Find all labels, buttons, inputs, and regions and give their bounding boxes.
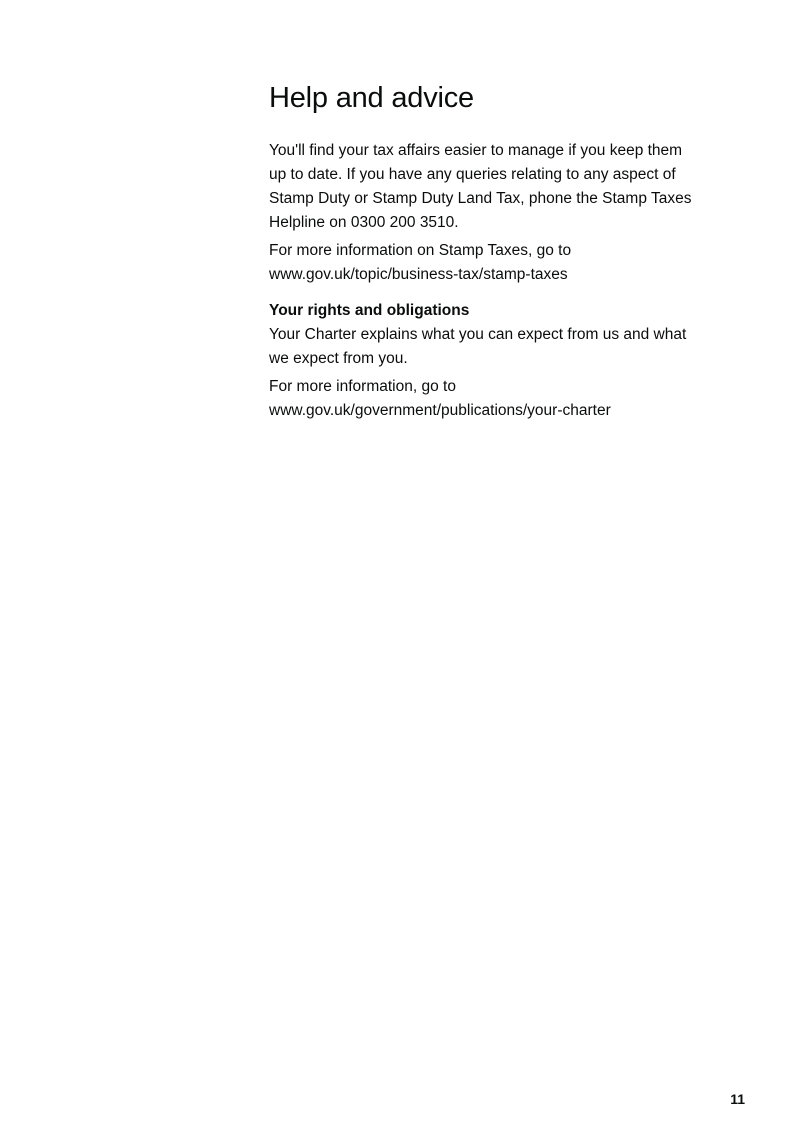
- page-title: Help and advice: [269, 82, 474, 114]
- stamp-taxes-info: [269, 239, 699, 287]
- intro-paragraph: You'll find your tax affairs easier to manage if you keep them up to date. If you have any queries relating to any aspect of Stamp Duty or Stamp Duty Land Tax, phone the Stamp Taxes Helpline on 0300 200 3510.: [269, 142, 692, 231]
- charter-info-lead: For more information, go to: [269, 378, 456, 395]
- stamp-taxes-info-lead: For more information on Stamp Taxes, go to: [269, 242, 572, 259]
- stamp-taxes-url: www.gov.uk/topic/business-tax/stamp-taxes: [269, 266, 568, 283]
- charter-info: [269, 375, 699, 423]
- main-content: [269, 78, 699, 427]
- rights-paragraph: Your Charter explains what you can expect from us and what we expect from you.: [269, 326, 687, 367]
- rights-heading: Your rights and obligations: [269, 302, 470, 319]
- page-number: 11: [730, 1091, 745, 1107]
- charter-url: www.gov.uk/government/publications/your-charter: [269, 402, 611, 419]
